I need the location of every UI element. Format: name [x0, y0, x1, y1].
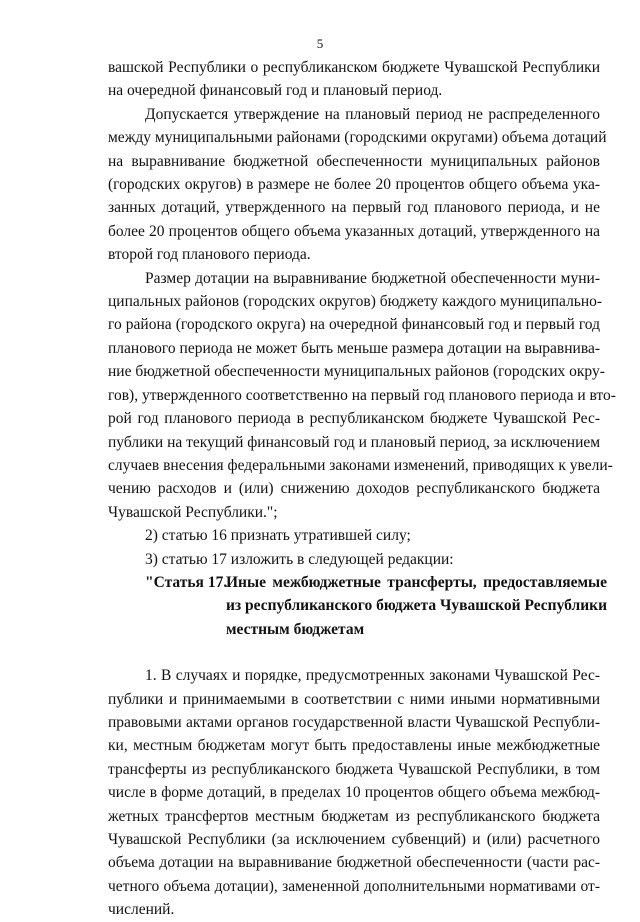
text-line: Иные межбюджетные трансферты, предоставляемые: [226, 573, 608, 591]
text-line: более 20 процентов общего объема указанных дотаций, утвержденного на: [108, 222, 600, 240]
text-line: гов), утвержденного соответственно на первый год планового периода и вто-: [108, 386, 616, 404]
text-line: числений.: [108, 901, 175, 919]
text-line: 3) статью 17 изложить в следующей редакции:: [145, 550, 454, 568]
list-item-2: [108, 524, 600, 547]
text-line: рой год планового периода в республиканском бюджете Чувашской Рес-: [108, 410, 600, 428]
article-title: [226, 571, 607, 641]
text-line: четного объема дотации), замененной дополнительными нормативами от-: [108, 877, 600, 895]
paragraph-subsidy-size: [108, 267, 616, 524]
text-line: планового периода не может быть меньше размера дотации на выравнива-: [108, 339, 600, 357]
blank-line: [108, 641, 600, 664]
text-line: (городских округов) в размере не более 20 процентов общего объема ука-: [108, 176, 600, 194]
text-line: 2) статью 16 признать утратившей силу;: [145, 527, 411, 545]
text-line: второй год планового периода.: [108, 246, 311, 264]
paragraph-continuation: [108, 56, 600, 103]
text-line: числе в форме дотаций, в пределах 10 процентов общего объема межбюд-: [108, 784, 600, 802]
text-line: объема дотации на выравнивание бюджетной обеспеченности (части рас-: [108, 854, 600, 872]
text-line: Чувашской Республики (за исключением субвенций) и (или) расчетного: [108, 831, 600, 848]
paragraph-article-17-item-1: [108, 664, 600, 921]
paragraph-plan-period-allowance: [108, 103, 607, 267]
text-line: публики на текущий финансовый год и плановый период, за исключением: [108, 433, 601, 451]
text-line: на выравнивание бюджетной обеспеченности муниципальных районов: [108, 152, 600, 170]
text-line: ки, местным бюджетам могут быть предоставлены иные межбюджетные: [108, 737, 600, 755]
text-line: вашской Республики о республиканском бюджете Чувашской Республики: [108, 59, 600, 76]
page-number: 5: [316, 36, 324, 51]
text-line: из республиканского бюджета Чувашской Республики: [226, 597, 608, 615]
text-line: на очередной финансовый год и плановый период.: [108, 82, 443, 100]
text-line: 1. В случаях и порядке, предусмотренных законами Чувашской Рес-: [145, 667, 600, 685]
text-line: местным бюджетам: [226, 620, 365, 638]
text-line: ципальных районов (городских округов) бюджету каждого муниципально-: [108, 293, 603, 311]
text-line: публики и принимаемыми в соответствии с ними иными нормативными: [108, 690, 600, 708]
text-line: Допускается утверждение на плановый период не распределенного: [145, 105, 600, 123]
text-line: правовыми актами органов государственной власти Чувашской Республи-: [108, 713, 600, 731]
text-line: Чувашской Республики.";: [108, 503, 278, 521]
text-line: между муниципальными районами (городскими округами) объема дотаций: [108, 129, 607, 147]
text-line: Размер дотации на выравнивание бюджетной обеспеченности муни-: [145, 269, 600, 287]
text-line: занных дотаций, утвержденного на первый год планового периода, и не: [108, 199, 600, 217]
article-number: "Статья 17.: [145, 573, 228, 591]
text-line: го района (городского округа) на очередной финансовый год и первый год: [108, 316, 600, 334]
text-line: ние бюджетной обеспеченности муниципальных районов (городских окру-: [108, 363, 605, 381]
article-heading: [108, 571, 608, 641]
list-item-3: [108, 548, 600, 571]
text-line: чению расходов и (или) снижению доходов республиканского бюджета: [108, 480, 600, 498]
text-line: жетных трансфертов местным бюджетам из республиканского бюджета: [108, 807, 600, 825]
document-body: [108, 56, 616, 922]
text-line: трансферты из республиканского бюджета Чувашской Республики, в том: [108, 760, 600, 778]
text-line: случаев внесения федеральными законами изменений, приводящих к увели-: [108, 456, 613, 474]
